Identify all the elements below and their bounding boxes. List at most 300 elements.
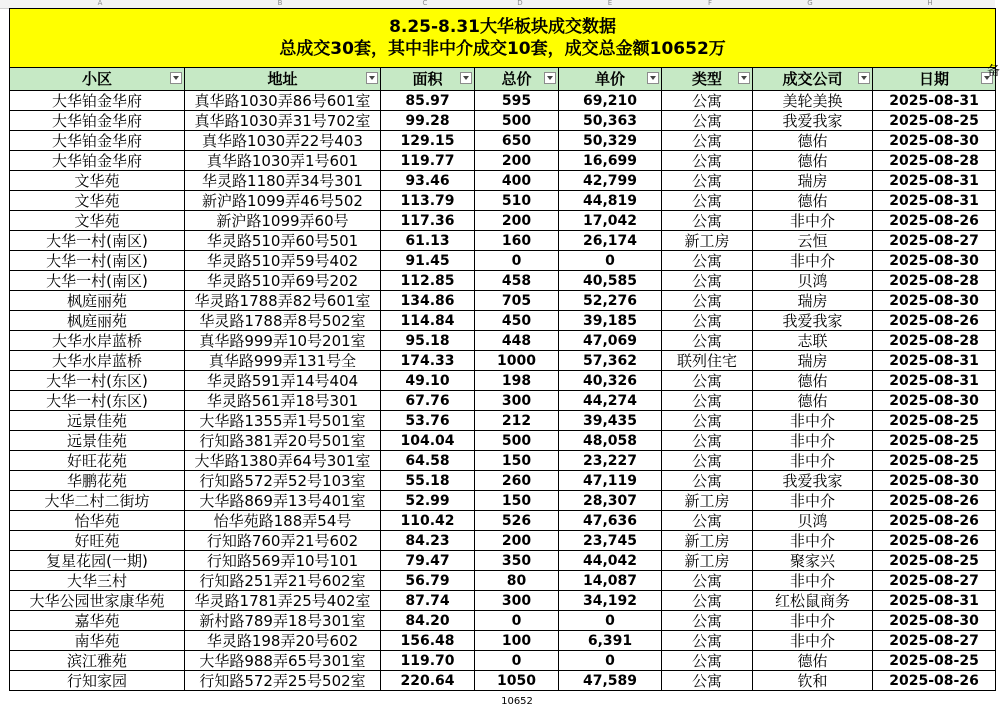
agency-cell[interactable]: 云恒 [753,231,873,251]
date-cell[interactable]: 2025-08-31 [873,191,996,211]
unit-price-cell[interactable]: 44,819 [559,191,662,211]
transaction-table [9,8,996,691]
community-cell[interactable]: 行知家园 [10,671,185,691]
filter-dropdown-icon[interactable] [544,72,556,84]
header-label: 成交公司 [782,70,843,88]
community-cell[interactable]: 大华铂金华府 [10,151,185,171]
type-cell[interactable]: 公寓 [662,591,753,611]
total-price-cell[interactable]: 0 [475,251,559,271]
date-cell[interactable]: 2025-08-31 [873,371,996,391]
type-cell[interactable]: 公寓 [662,451,753,471]
agency-cell[interactable]: 非中介 [753,631,873,651]
community-cell[interactable]: 大华水岸蓝桥 [10,351,185,371]
unit-price-cell[interactable]: 44,042 [559,551,662,571]
unit-price-cell[interactable]: 69,210 [559,91,662,111]
address-cell[interactable]: 大华路869弄13号401室 [185,491,381,511]
community-cell[interactable]: 好旺花苑 [10,451,185,471]
total-price-cell[interactable]: 212 [475,411,559,431]
unit-price-cell[interactable]: 57,362 [559,351,662,371]
total-price-cell[interactable]: 150 [475,491,559,511]
type-cell[interactable]: 公寓 [662,251,753,271]
area-cell[interactable]: 95.18 [381,331,475,351]
date-cell[interactable]: 2025-08-27 [873,231,996,251]
header-unit-price[interactable] [559,68,662,91]
area-cell[interactable]: 220.64 [381,671,475,691]
total-price-cell[interactable]: 160 [475,231,559,251]
table-row [10,511,996,531]
agency-cell[interactable]: 瑞房 [753,171,873,191]
type-cell[interactable]: 新工房 [662,491,753,511]
total-price-cell[interactable]: 595 [475,91,559,111]
area-cell[interactable]: 99.28 [381,111,475,131]
area-cell[interactable]: 55.18 [381,471,475,491]
date-cell[interactable]: 2025-08-26 [873,211,996,231]
date-cell[interactable]: 2025-08-30 [873,251,996,271]
date-cell[interactable]: 2025-08-30 [873,471,996,491]
title-line-2: 总成交30套，其中非中介成交10套，成交总金额10652万 [279,39,726,59]
table-row [10,271,996,291]
table-row [10,251,996,271]
area-cell[interactable]: 112.85 [381,271,475,291]
community-cell[interactable]: 大华一村(东区) [10,371,185,391]
type-cell[interactable]: 公寓 [662,651,753,671]
date-cell[interactable]: 2025-08-26 [873,511,996,531]
date-cell[interactable]: 2025-08-28 [873,151,996,171]
agency-cell[interactable]: 非中介 [753,251,873,271]
date-cell[interactable]: 2025-08-28 [873,271,996,291]
area-cell[interactable]: 52.99 [381,491,475,511]
table-row [10,391,996,411]
spreadsheet-grid [9,8,996,691]
address-cell[interactable]: 真华路1030弄86号601室 [185,91,381,111]
unit-price-cell[interactable]: 52,276 [559,291,662,311]
table-row [10,671,996,691]
area-cell[interactable]: 110.42 [381,511,475,531]
table-row [10,91,996,111]
unit-price-cell[interactable]: 17,042 [559,211,662,231]
agency-cell[interactable]: 德佑 [753,131,873,151]
community-cell[interactable]: 怡华苑 [10,511,185,531]
unit-price-cell[interactable]: 47,069 [559,331,662,351]
total-price-cell[interactable]: 200 [475,151,559,171]
unit-price-cell[interactable]: 0 [559,651,662,671]
table-row [10,611,996,631]
community-cell[interactable]: 大华公园世家康华苑 [10,591,185,611]
area-cell[interactable]: 79.47 [381,551,475,571]
area-cell[interactable]: 87.74 [381,591,475,611]
filter-dropdown-icon[interactable] [170,72,182,84]
type-cell[interactable]: 公寓 [662,631,753,651]
agency-cell[interactable]: 瑞房 [753,291,873,311]
community-cell[interactable]: 大华一村(东区) [10,391,185,411]
community-cell[interactable]: 嘉华苑 [10,611,185,631]
header-date[interactable] [873,68,996,91]
date-cell[interactable]: 2025-08-25 [873,651,996,671]
total-price-cell[interactable]: 200 [475,531,559,551]
community-cell[interactable]: 远景佳苑 [10,431,185,451]
column-letter-c[interactable]: C [422,0,428,7]
community-cell[interactable]: 枫庭丽苑 [10,311,185,331]
area-cell[interactable]: 64.58 [381,451,475,471]
date-cell[interactable]: 2025-08-26 [873,531,996,551]
area-cell[interactable]: 61.13 [381,231,475,251]
filter-dropdown-icon[interactable] [366,72,378,84]
date-cell[interactable]: 2025-08-30 [873,391,996,411]
date-cell[interactable]: 2025-08-25 [873,431,996,451]
agency-cell[interactable]: 志联 [753,331,873,351]
title-cell[interactable] [10,9,996,68]
type-cell[interactable]: 公寓 [662,91,753,111]
type-cell[interactable]: 公寓 [662,191,753,211]
agency-cell[interactable]: 非中介 [753,451,873,471]
table-row [10,571,996,591]
address-cell[interactable]: 大华路1355弄1号501室 [185,411,381,431]
total-price-cell[interactable]: 300 [475,591,559,611]
agency-cell[interactable]: 瑞房 [753,351,873,371]
header-type[interactable] [662,68,753,91]
header-label: 单价 [594,70,625,88]
agency-cell[interactable]: 非中介 [753,431,873,451]
table-row [10,171,996,191]
unit-price-cell[interactable]: 23,745 [559,531,662,551]
community-cell[interactable]: 大华二村二街坊 [10,491,185,511]
community-cell[interactable]: 滨江雅苑 [10,651,185,671]
total-price-cell[interactable]: 150 [475,451,559,471]
date-cell[interactable]: 2025-08-26 [873,311,996,331]
type-cell[interactable]: 公寓 [662,371,753,391]
area-cell[interactable]: 134.86 [381,291,475,311]
type-cell[interactable]: 公寓 [662,611,753,631]
column-letter-f[interactable]: F [707,0,713,7]
type-cell[interactable]: 公寓 [662,151,753,171]
type-cell[interactable]: 新工房 [662,231,753,251]
table-row [10,411,996,431]
column-letter-e[interactable]: E [607,0,613,7]
address-cell[interactable]: 怡华苑路188弄54号 [185,511,381,531]
unit-price-cell[interactable]: 16,699 [559,151,662,171]
total-price-cell[interactable]: 198 [475,371,559,391]
community-cell[interactable]: 大华三村 [10,571,185,591]
address-cell[interactable]: 大华路988弄65号301室 [185,651,381,671]
date-cell[interactable]: 2025-08-30 [873,291,996,311]
total-price-cell[interactable]: 1000 [475,351,559,371]
table-row [10,311,996,331]
area-cell[interactable]: 53.76 [381,411,475,431]
type-cell[interactable]: 公寓 [662,411,753,431]
date-cell[interactable]: 2025-08-30 [873,131,996,151]
unit-price-cell[interactable]: 28,307 [559,491,662,511]
unit-price-cell[interactable]: 42,799 [559,171,662,191]
type-cell[interactable]: 公寓 [662,311,753,331]
address-cell[interactable]: 真华路999弄131号全 [185,351,381,371]
header-total-price[interactable] [475,68,559,91]
total-price-cell[interactable]: 448 [475,331,559,351]
type-cell[interactable]: 公寓 [662,431,753,451]
type-cell[interactable]: 公寓 [662,471,753,491]
date-cell[interactable]: 2025-08-25 [873,451,996,471]
address-cell[interactable]: 真华路999弄10号201室 [185,331,381,351]
agency-cell[interactable]: 红松鼠商务 [753,591,873,611]
filter-dropdown-icon[interactable] [738,72,750,84]
unit-price-cell[interactable]: 40,326 [559,371,662,391]
community-cell[interactable]: 大华铂金华府 [10,111,185,131]
address-cell[interactable]: 真华路1030弄22号403 [185,131,381,151]
date-cell[interactable]: 2025-08-26 [873,491,996,511]
area-cell[interactable]: 117.36 [381,211,475,231]
area-cell[interactable]: 91.45 [381,251,475,271]
area-cell[interactable]: 84.23 [381,531,475,551]
community-cell[interactable]: 大华一村(南区) [10,271,185,291]
community-cell[interactable]: 文华苑 [10,211,185,231]
extra-column-header[interactable]: 备 [987,64,1000,79]
community-cell[interactable]: 大华一村(南区) [10,231,185,251]
table-row [10,191,996,211]
community-cell[interactable]: 大华铂金华府 [10,131,185,151]
unit-price-cell[interactable]: 0 [559,251,662,271]
date-cell[interactable]: 2025-08-30 [873,611,996,631]
table-row [10,351,996,371]
agency-cell[interactable]: 我爱我家 [753,111,873,131]
area-cell[interactable]: 85.97 [381,91,475,111]
address-cell[interactable]: 华灵路1180弄34号301 [185,171,381,191]
date-cell[interactable]: 2025-08-25 [873,551,996,571]
area-cell[interactable]: 119.77 [381,151,475,171]
unit-price-cell[interactable]: 47,636 [559,511,662,531]
address-cell[interactable]: 华灵路591弄14号404 [185,371,381,391]
total-price-cell[interactable]: 350 [475,551,559,571]
area-cell[interactable]: 174.33 [381,351,475,371]
unit-price-cell[interactable]: 14,087 [559,571,662,591]
community-cell[interactable]: 远景佳苑 [10,411,185,431]
unit-price-cell[interactable]: 47,589 [559,671,662,691]
type-cell[interactable]: 公寓 [662,291,753,311]
community-cell[interactable]: 大华一村(南区) [10,251,185,271]
sum-cell[interactable]: 10652 [501,696,533,707]
agency-cell[interactable]: 非中介 [753,211,873,231]
address-cell[interactable]: 新村路789弄18号301室 [185,611,381,631]
total-price-cell[interactable]: 705 [475,291,559,311]
agency-cell[interactable]: 非中介 [753,571,873,591]
agency-cell[interactable]: 聚家兴 [753,551,873,571]
community-cell[interactable]: 复星花园(一期) [10,551,185,571]
unit-price-cell[interactable]: 23,227 [559,451,662,471]
address-cell[interactable]: 华灵路561弄18号301 [185,391,381,411]
date-cell[interactable]: 2025-08-31 [873,91,996,111]
unit-price-cell[interactable]: 26,174 [559,231,662,251]
agency-cell[interactable]: 德佑 [753,191,873,211]
title-row [10,9,996,68]
total-price-cell[interactable]: 0 [475,611,559,631]
agency-cell[interactable]: 德佑 [753,371,873,391]
community-cell[interactable]: 大华铂金华府 [10,91,185,111]
header-label: 小区 [81,70,112,88]
address-cell[interactable]: 行知路251弄21号602室 [185,571,381,591]
address-cell[interactable]: 行知路572弄52号103室 [185,471,381,491]
unit-price-cell[interactable]: 40,585 [559,271,662,291]
date-cell[interactable]: 2025-08-31 [873,591,996,611]
unit-price-cell[interactable]: 39,185 [559,311,662,331]
header-community[interactable] [10,68,185,91]
total-price-cell[interactable]: 526 [475,511,559,531]
community-cell[interactable]: 大华水岸蓝桥 [10,331,185,351]
table-row [10,491,996,511]
date-cell[interactable]: 2025-08-27 [873,571,996,591]
total-price-cell[interactable]: 400 [475,171,559,191]
area-cell[interactable]: 67.76 [381,391,475,411]
table-row [10,111,996,131]
unit-price-cell[interactable]: 39,435 [559,411,662,431]
type-cell[interactable]: 公寓 [662,671,753,691]
address-cell[interactable]: 华灵路1788弄82号601室 [185,291,381,311]
unit-price-cell[interactable]: 34,192 [559,591,662,611]
agency-cell[interactable]: 德佑 [753,391,873,411]
table-row [10,211,996,231]
area-cell[interactable]: 84.20 [381,611,475,631]
type-cell[interactable]: 新工房 [662,531,753,551]
total-price-cell[interactable]: 100 [475,631,559,651]
community-cell[interactable]: 枫庭丽苑 [10,291,185,311]
filter-dropdown-icon[interactable] [858,72,870,84]
table-row [10,631,996,651]
header-label: 类型 [691,70,722,88]
date-cell[interactable]: 2025-08-25 [873,411,996,431]
agency-cell[interactable]: 贝鸿 [753,271,873,291]
date-cell[interactable]: 2025-08-27 [873,631,996,651]
type-cell[interactable]: 公寓 [662,331,753,351]
unit-price-cell[interactable]: 44,274 [559,391,662,411]
address-cell[interactable]: 华灵路510弄60号501 [185,231,381,251]
header-agency[interactable] [753,68,873,91]
address-cell[interactable]: 华灵路510弄69号202 [185,271,381,291]
total-price-cell[interactable]: 500 [475,431,559,451]
address-cell[interactable]: 新沪路1099弄60号 [185,211,381,231]
address-cell[interactable]: 大华路1380弄64号301室 [185,451,381,471]
total-price-cell[interactable]: 200 [475,211,559,231]
column-letter-a[interactable]: A [97,0,103,7]
address-cell[interactable]: 华灵路1788弄8号502室 [185,311,381,331]
type-cell[interactable]: 公寓 [662,271,753,291]
date-cell[interactable]: 2025-08-25 [873,111,996,131]
total-price-cell[interactable]: 500 [475,111,559,131]
header-label: 地址 [267,70,298,88]
column-letter-d[interactable]: D [517,0,523,7]
table-row [10,591,996,611]
unit-price-cell[interactable]: 50,329 [559,131,662,151]
total-price-cell[interactable]: 510 [475,191,559,211]
agency-cell[interactable]: 美轮美换 [753,91,873,111]
type-cell[interactable]: 联列住宅 [662,351,753,371]
date-cell[interactable]: 2025-08-26 [873,671,996,691]
type-cell[interactable]: 公寓 [662,171,753,191]
total-price-cell[interactable]: 650 [475,131,559,151]
address-cell[interactable]: 真华路1030弄31号702室 [185,111,381,131]
area-cell[interactable]: 113.79 [381,191,475,211]
unit-price-cell[interactable]: 48,058 [559,431,662,451]
unit-price-cell[interactable]: 47,119 [559,471,662,491]
table-row [10,291,996,311]
date-cell[interactable]: 2025-08-31 [873,171,996,191]
agency-cell[interactable]: 非中介 [753,411,873,431]
header-area[interactable] [381,68,475,91]
type-cell[interactable]: 公寓 [662,111,753,131]
type-cell[interactable]: 公寓 [662,511,753,531]
area-cell[interactable]: 119.70 [381,651,475,671]
unit-price-cell[interactable]: 0 [559,611,662,631]
type-cell[interactable]: 公寓 [662,571,753,591]
type-cell[interactable]: 公寓 [662,391,753,411]
agency-cell[interactable]: 钦和 [753,671,873,691]
filter-dropdown-icon[interactable] [647,72,659,84]
total-price-cell[interactable]: 450 [475,311,559,331]
community-cell[interactable]: 文华苑 [10,171,185,191]
column-letter-h[interactable]: H [927,0,933,7]
area-cell[interactable]: 114.84 [381,311,475,331]
address-cell[interactable]: 华灵路198弄20号602 [185,631,381,651]
area-cell[interactable]: 56.79 [381,571,475,591]
agency-cell[interactable]: 非中介 [753,611,873,631]
header-label: 日期 [919,70,950,88]
address-cell[interactable]: 行知路760弄21号602 [185,531,381,551]
address-cell[interactable]: 真华路1030弄1号601 [185,151,381,171]
agency-cell[interactable]: 非中介 [753,531,873,551]
date-cell[interactable]: 2025-08-31 [873,351,996,371]
total-price-cell[interactable]: 1050 [475,671,559,691]
address-cell[interactable]: 行知路572弄25号502室 [185,671,381,691]
type-cell[interactable]: 公寓 [662,211,753,231]
address-cell[interactable]: 行知路569弄10号101 [185,551,381,571]
filter-dropdown-icon[interactable] [460,72,472,84]
address-cell[interactable]: 新沪路1099弄46号502 [185,191,381,211]
total-price-cell[interactable]: 458 [475,271,559,291]
agency-cell[interactable]: 德佑 [753,651,873,671]
address-cell[interactable]: 华灵路510弄59号402 [185,251,381,271]
area-cell[interactable]: 156.48 [381,631,475,651]
table-row [10,131,996,151]
agency-cell[interactable]: 我爱我家 [753,471,873,491]
agency-cell[interactable]: 贝鸿 [753,511,873,531]
total-price-cell[interactable]: 260 [475,471,559,491]
area-cell[interactable]: 129.15 [381,131,475,151]
date-cell[interactable]: 2025-08-28 [873,331,996,351]
area-cell[interactable]: 104.04 [381,431,475,451]
total-price-cell[interactable]: 80 [475,571,559,591]
column-letter-b[interactable]: B [277,0,283,7]
address-cell[interactable]: 行知路381弄20号501室 [185,431,381,451]
table-row [10,231,996,251]
community-cell[interactable]: 南华苑 [10,631,185,651]
community-cell[interactable]: 华鹏花苑 [10,471,185,491]
area-cell[interactable]: 49.10 [381,371,475,391]
table-row [10,151,996,171]
unit-price-cell[interactable]: 6,391 [559,631,662,651]
header-row [10,68,996,91]
table-row [10,531,996,551]
unit-price-cell[interactable]: 50,363 [559,111,662,131]
community-cell[interactable]: 文华苑 [10,191,185,211]
address-cell[interactable]: 华灵路1781弄25号402室 [185,591,381,611]
total-price-cell[interactable]: 0 [475,651,559,671]
agency-cell[interactable]: 我爱我家 [753,311,873,331]
agency-cell[interactable]: 非中介 [753,491,873,511]
agency-cell[interactable]: 德佑 [753,151,873,171]
column-letter-g[interactable]: G [807,0,813,7]
header-address[interactable] [185,68,381,91]
area-cell[interactable]: 93.46 [381,171,475,191]
type-cell[interactable]: 公寓 [662,131,753,151]
total-price-cell[interactable]: 300 [475,391,559,411]
community-cell[interactable]: 好旺苑 [10,531,185,551]
type-cell[interactable]: 新工房 [662,551,753,571]
